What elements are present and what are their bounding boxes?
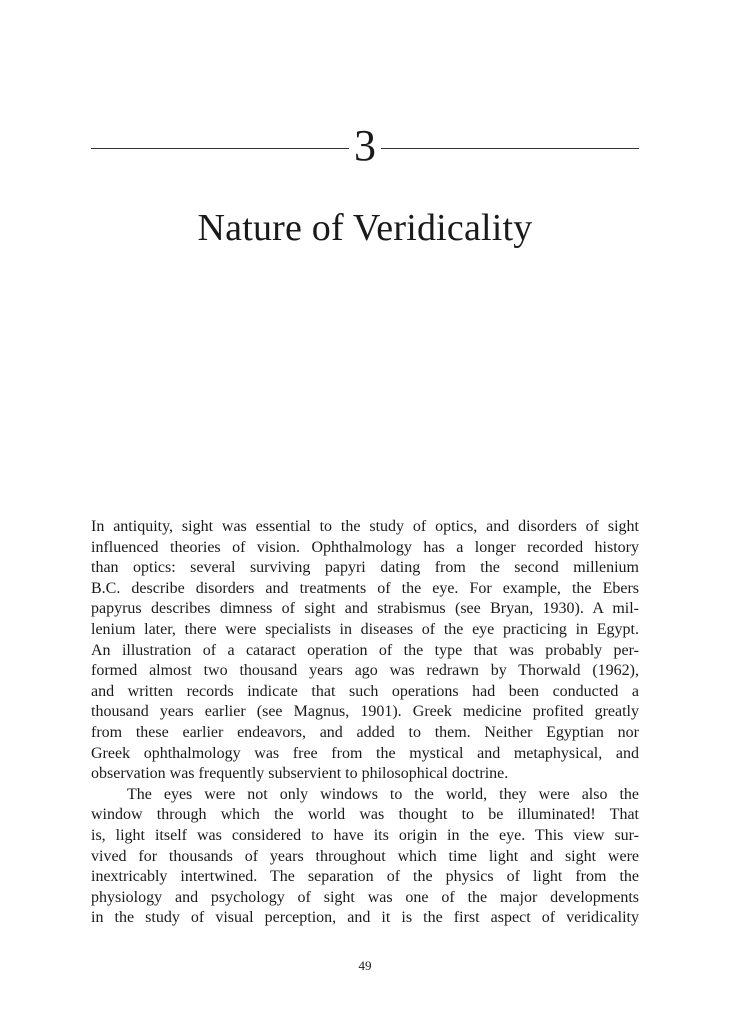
text-line: is, light itself was considered to have its origin in the eye. This view sur- xyxy=(91,826,639,844)
text-line: lenium later, there were specialists in diseases of the eye practicing in Egypt. xyxy=(91,620,639,638)
text-line: formed almost two thousand years ago was redrawn by Thorwald (1962), xyxy=(91,662,639,680)
paragraph-2 xyxy=(91,785,639,929)
text-line: in the study of visual perception, and it is the first aspect of veridicality xyxy=(91,909,639,927)
text-line: In antiquity, sight was essential to the study of optics, and disorders of sight xyxy=(91,518,639,535)
text-line: than optics: several surviving papyri dating from the second millenium xyxy=(91,559,639,577)
text-line: inextricably intertwined. The separation of the physics of light from the xyxy=(91,868,639,886)
chapter-number: 3 xyxy=(354,121,376,170)
text-line: window through which the world was thought to be illuminated! That xyxy=(91,806,639,824)
text-line: papyrus describes dimness of sight and strabismus (see Bryan, 1930). A mil- xyxy=(91,600,639,618)
paragraph-1 xyxy=(91,517,639,785)
text-line: and written records indicate that such operations had been conducted a xyxy=(91,682,639,700)
text-line: from these earlier endeavors, and added to them. Neither Egyptian nor xyxy=(91,723,639,741)
text-line: B.C. describe disorders and treatments of the eye. For example, the Ebers xyxy=(91,579,639,597)
text-line: vived for thousands of years throughout which time light and sight were xyxy=(91,847,639,865)
chapter-rule-right xyxy=(381,148,639,149)
text-line: physiology and psychology of sight was one of the major developments xyxy=(91,888,639,906)
chapter-heading xyxy=(91,121,639,172)
text-line: Greek ophthalmology was free from the mystical and metaphysical, and xyxy=(91,744,639,762)
text-line: The eyes were not only windows to the world, they were also the xyxy=(127,785,639,803)
chapter-rule-left xyxy=(91,148,349,149)
page-number: 49 xyxy=(358,958,372,973)
body-text xyxy=(91,517,639,929)
text-line: influenced theories of vision. Ophthalmology has a longer recorded history xyxy=(91,538,639,556)
text-line: thousand years earlier (see Magnus, 1901). Greek medicine profited greatly xyxy=(91,703,639,721)
chapter-title: Nature of Veridicality xyxy=(197,207,533,249)
text-line: An illustration of a cataract operation of the type that was probably per- xyxy=(91,641,639,659)
text-line: observation was frequently subservient to philosophical doctrine. xyxy=(91,765,509,783)
